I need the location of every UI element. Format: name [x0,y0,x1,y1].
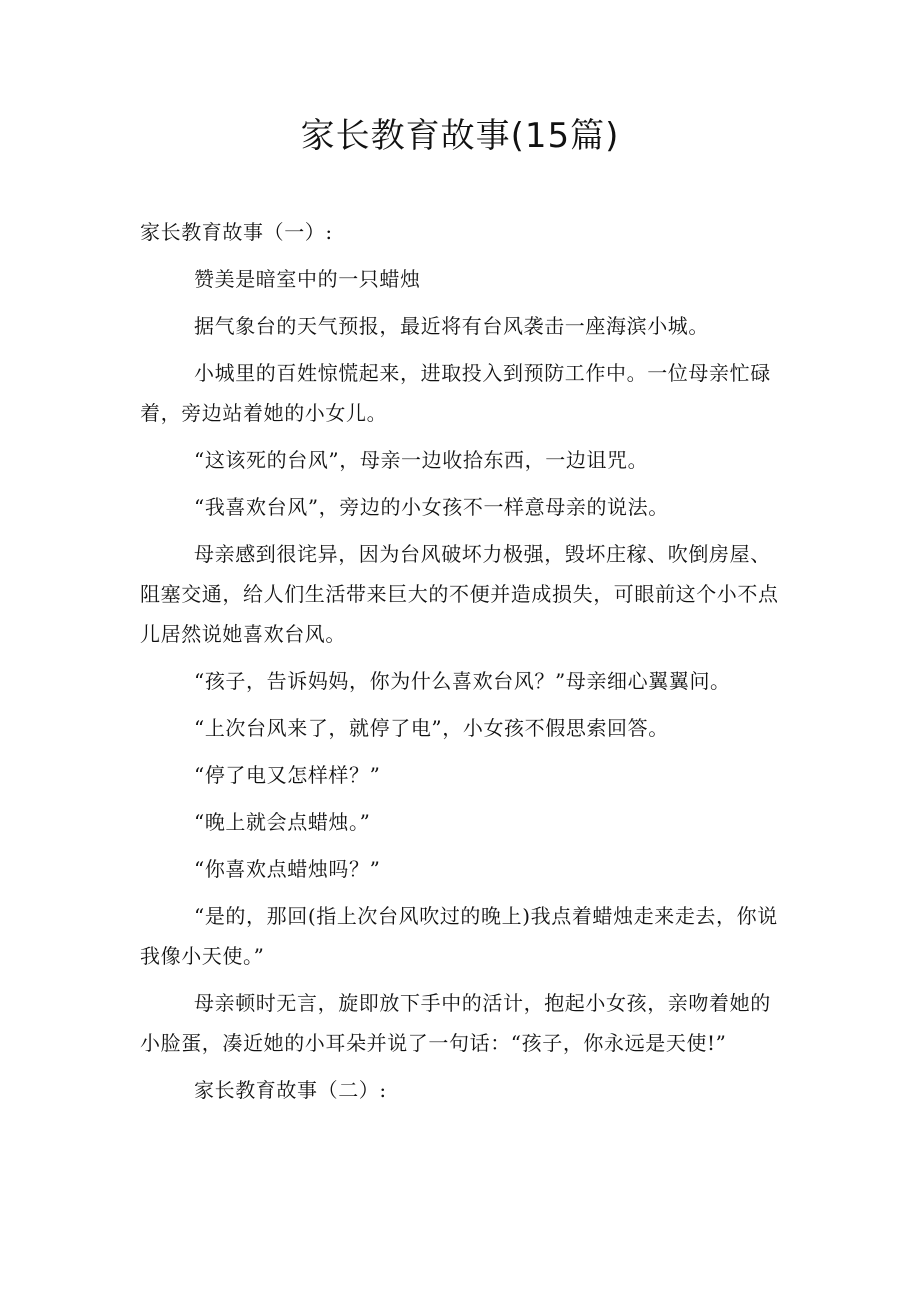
paragraph: “是的，那回(指上次台风吹过的晚上)我点着蜡烛走来走去，你说我像小天使。” [140,904,778,968]
paragraph: “孩子，告诉妈妈，你为什么喜欢台风？”母亲细心翼翼问。 [194,669,731,693]
section-heading: 家长教育故事（二）: [194,1078,387,1102]
paragraph: 小城里的百姓惊慌起来，进取投入到预防工作中。一位母亲忙碌着，旁边站着她的小女儿。 [140,361,771,425]
paragraph: 据气象台的天气预报，最近将有台风袭击一座海滨小城。 [194,314,709,338]
document-title: 家长教育故事(15篇) [300,116,620,156]
paragraph: 母亲感到很诧异，因为台风破坏力极强，毁坏庄稼、吹倒房屋、阻塞交通，给人们生活带来巨大的不便并造成损失，可眼前这个小不点儿居然说她喜欢台风。 [140,542,779,646]
paragraph: “停了电又怎样样？” [194,763,381,787]
paragraph: “你喜欢点蜡烛吗？” [194,857,381,881]
document-body [140,212,788,1117]
paragraph: “上次台风来了，就停了电”，小女孩不假思索回答。 [194,716,669,740]
paragraph: “我喜欢台风”，旁边的小女孩不一样意母亲的说法。 [194,495,669,519]
story-title: 赞美是暗室中的一只蜡烛 [194,267,421,291]
section-heading: 家长教育故事（一）: [140,220,333,244]
paragraph: 母亲顿时无言，旋即放下手中的活计，抱起小女孩，亲吻着她的小脸蛋，凑近她的小耳朵并说了一句话：“孩子，你永远是天使!” [140,991,771,1055]
paragraph: “这该死的台风”，母亲一边收拾东西，一边诅咒。 [194,448,649,472]
paragraph: “晚上就会点蜡烛。” [194,810,371,834]
